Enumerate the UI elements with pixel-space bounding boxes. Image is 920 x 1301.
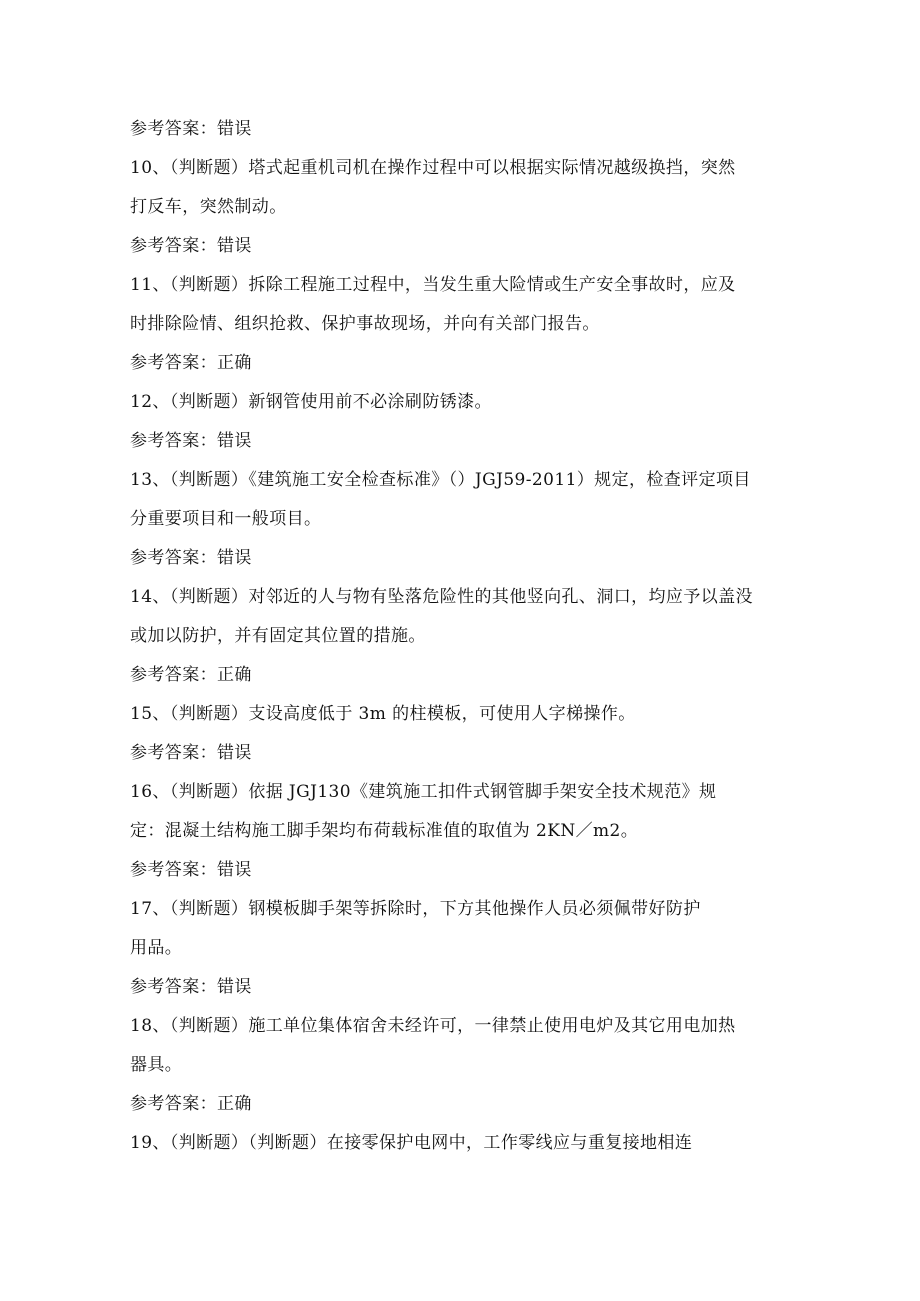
question-text: 11、（判断题）拆除工程施工过程中，当发生重大险情或生产安全事故时，应及 <box>130 275 736 295</box>
question-text: 时排除险情、组织抢救、保护事故现场，并向有关部门报告。 <box>130 314 600 334</box>
answer-line: 参考答案：错误 <box>130 860 252 880</box>
question-text: 16、（判断题）依据 JGJ130《建筑施工扣件式钢管脚手架安全技术规范》规 <box>130 782 717 802</box>
document-body <box>130 110 810 1163</box>
question-text: 19、（判断题）（判断题）在接零保护电网中，工作零线应与重复接地相连 <box>130 1133 693 1153</box>
question-text: 定：混凝土结构施工脚手架均布荷载标准值的取值为 2KN／m2。 <box>130 821 639 841</box>
answer-line: 参考答案：正确 <box>130 665 252 685</box>
answer-line: 参考答案：正确 <box>130 1094 252 1114</box>
question-text: 打反车，突然制动。 <box>130 197 287 217</box>
question-text: 或加以防护，并有固定其位置的措施。 <box>130 626 426 646</box>
answer-line: 参考答案：错误 <box>130 119 252 139</box>
question-text: 15、（判断题）支设高度低于 3m 的柱模板，可使用人字梯操作。 <box>130 704 636 724</box>
question-text: 10、（判断题）塔式起重机司机在操作过程中可以根据实际情况越级换挡，突然 <box>130 158 736 178</box>
answer-line: 参考答案：正确 <box>130 353 252 373</box>
answer-line: 参考答案：错误 <box>130 548 252 568</box>
question-text: 13、（判断题）《建筑施工安全检查标准》（）JGJ59-2011）规定，检查评定项目 <box>130 470 751 490</box>
answer-line: 参考答案：错误 <box>130 977 252 997</box>
answer-line: 参考答案：错误 <box>130 431 252 451</box>
question-text: 18、（判断题）施工单位集体宿舍未经许可，一律禁止使用电炉及其它用电加热 <box>130 1016 736 1036</box>
question-text: 14、（判断题）对邻近的人与物有坠落危险性的其他竖向孔、洞口，均应予以盖没 <box>130 587 753 607</box>
question-text: 器具。 <box>130 1055 183 1075</box>
question-text: 12、（判断题）新钢管使用前不必涂刷防锈漆。 <box>130 392 492 412</box>
answer-line: 参考答案：错误 <box>130 236 252 256</box>
answer-line: 参考答案：错误 <box>130 743 252 763</box>
question-text: 17、（判断题）钢模板脚手架等拆除时，下方其他操作人员必须佩带好防护 <box>130 899 701 919</box>
question-text: 分重要项目和一般项目。 <box>130 509 322 529</box>
question-text: 用品。 <box>130 938 183 958</box>
